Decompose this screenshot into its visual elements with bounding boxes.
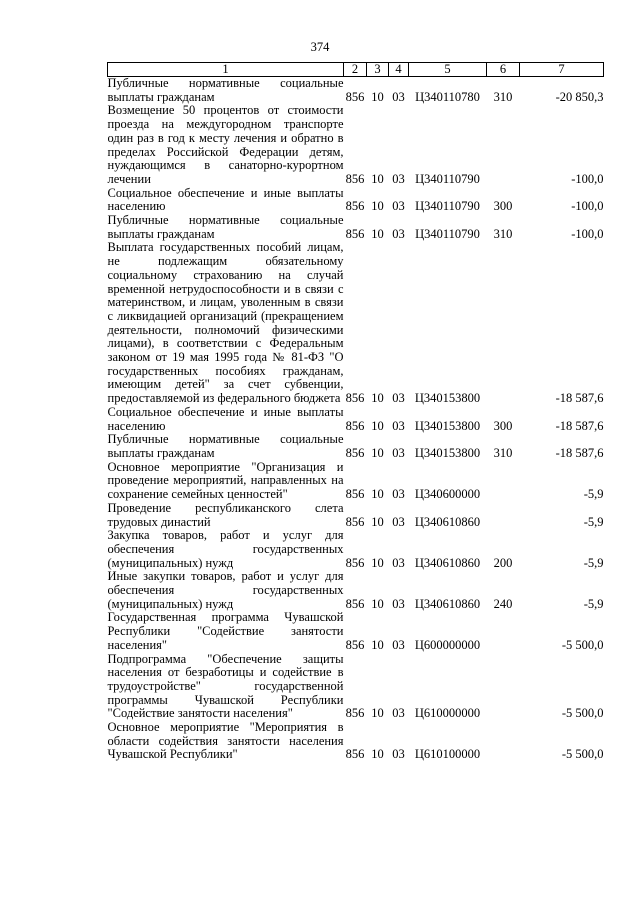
subsection-code: 03 [392, 747, 405, 762]
target-article-code: Ц340110790 [415, 171, 480, 186]
expense-type-code [487, 502, 520, 529]
target-article-code: Ц340153800 [414, 445, 481, 460]
table-header-row [108, 63, 604, 77]
page-number: 374 [310, 40, 330, 54]
section-code: 10 [371, 199, 384, 214]
row-description: Публичные нормативные социальные выплаты гражданам [107, 76, 344, 104]
row-description: Социальное обеспечение и иные выплаты населению [107, 185, 344, 214]
table-row [108, 241, 604, 405]
amount: -5 500,0 [561, 706, 604, 721]
subsection-code: 03 [392, 637, 405, 652]
table-row [108, 104, 604, 186]
header-cell: 6 [487, 63, 520, 77]
subsection-code: 03 [392, 171, 405, 186]
row-description: Возмещение 50 процентов от стоимости проезда на междугородном транспорте один раз в год к месту лечения и обратно в пределах Российской Федерации детям, нуждающимся в санаторно-курортном лечении [107, 103, 344, 186]
row-description: Основное мероприятие "Мероприятия в области содействия занятости населения Чувашской Республики" [107, 720, 344, 762]
expense-type-code [487, 611, 520, 652]
target-article-code: Ц610000000 [414, 706, 481, 721]
expense-type-code: 310 [493, 445, 513, 460]
table-row [108, 77, 604, 105]
section-code: 10 [371, 706, 384, 721]
subsection-code: 03 [392, 391, 405, 406]
section-code: 10 [371, 418, 384, 433]
row-description: Выплата государственных пособий лицам, не подлежащим обязательному социальному страхованию на случай временной нетрудоспособности и в связи с материнством, и лицам, уволенным в связи с ликвидацией организаций (прекращением деятельности, полномочий физическими лицами), в соответствии с Федеральным законом от 19 мая 1995 года № 81-ФЗ "О государственных пособиях гражданам, имеющим детей" за счет субвенции, предоставляемой из федерального бюджета [107, 240, 344, 406]
header-cell: 7 [520, 63, 604, 77]
expense-type-code [487, 721, 520, 762]
table-row [108, 529, 604, 570]
amount: -18 587,6 [555, 391, 604, 406]
section-code: 10 [371, 89, 384, 104]
header-cell: 4 [389, 63, 409, 77]
row-description: Подпрограмма "Обеспечение защиты населения от безработицы и содействие в трудоустройстве" государственной программы Чувашской Республики "Содействие занятости населения" [107, 651, 344, 721]
section-code: 10 [371, 445, 384, 460]
expense-type-code: 300 [493, 199, 513, 214]
expense-type-code: 240 [493, 596, 513, 611]
expense-type-code [487, 653, 520, 722]
expense-type-code [487, 241, 520, 405]
ministry-code: 856 [345, 596, 365, 611]
target-article-code: Ц340600000 [414, 487, 481, 502]
amount: -5,9 [583, 555, 604, 570]
ministry-code: 856 [345, 199, 365, 214]
target-article-code: Ц340110790 [415, 199, 480, 214]
amount: -18 587,6 [555, 445, 604, 460]
section-code: 10 [371, 514, 384, 529]
expense-type-code [487, 104, 520, 186]
ministry-code: 856 [345, 391, 365, 406]
table-row [108, 214, 604, 241]
amount: -5,9 [583, 487, 604, 502]
target-article-code: Ц340610860 [414, 596, 481, 611]
ministry-code: 856 [345, 171, 365, 186]
table-row [108, 721, 604, 762]
table-row [108, 611, 604, 652]
amount: -5,9 [583, 596, 604, 611]
row-description: Государственная программа Чувашской Республики "Содействие занятости населения" [107, 610, 344, 652]
amount: -20 850,3 [555, 89, 604, 104]
section-code: 10 [371, 391, 384, 406]
table-row [108, 187, 604, 214]
amount: -5,9 [583, 514, 604, 529]
target-article-code: Ц340610860 [414, 555, 481, 570]
subsection-code: 03 [392, 487, 405, 502]
amount: -5 500,0 [561, 637, 604, 652]
expense-type-code [487, 461, 520, 502]
ministry-code: 856 [345, 514, 365, 529]
subsection-code: 03 [392, 514, 405, 529]
row-description: Закупка товаров, работ и услуг для обеспечения государственных (муниципальных) нужд [107, 528, 344, 570]
ministry-code: 856 [345, 89, 365, 104]
section-code: 10 [371, 596, 384, 611]
section-code: 10 [371, 555, 384, 570]
subsection-code: 03 [392, 706, 405, 721]
target-article-code: Ц600000000 [414, 637, 481, 652]
budget-table [107, 62, 604, 762]
header-cell: 2 [344, 63, 367, 77]
expense-type-code: 200 [493, 555, 513, 570]
amount: -5 500,0 [561, 747, 604, 762]
expense-type-code: 310 [493, 226, 513, 241]
expense-type-code: 300 [493, 418, 513, 433]
ministry-code: 856 [345, 747, 365, 762]
target-article-code: Ц340110790 [415, 226, 480, 241]
section-code: 10 [371, 747, 384, 762]
target-article-code: Ц340153800 [414, 418, 481, 433]
ministry-code: 856 [345, 226, 365, 241]
table-row [108, 433, 604, 460]
subsection-code: 03 [392, 226, 405, 241]
table-row [108, 406, 604, 433]
header-cell: 5 [409, 63, 487, 77]
ministry-code: 856 [345, 418, 365, 433]
amount: -18 587,6 [555, 418, 604, 433]
section-code: 10 [371, 171, 384, 186]
ministry-code: 856 [345, 445, 365, 460]
row-description: Проведение республиканского слета трудовых династий [107, 500, 344, 529]
row-description: Иные закупки товаров, работ и услуг для обеспечения государственных (муниципальных) нужд [107, 569, 344, 611]
section-code: 10 [371, 637, 384, 652]
amount: -100,0 [571, 199, 604, 214]
ministry-code: 856 [345, 706, 365, 721]
subsection-code: 03 [392, 596, 405, 611]
row-description: Публичные нормативные социальные выплаты гражданам [107, 213, 344, 241]
table-row [108, 461, 604, 502]
table-row [108, 653, 604, 722]
subsection-code: 03 [392, 445, 405, 460]
header-cell: 1 [108, 63, 344, 77]
subsection-code: 03 [392, 418, 405, 433]
subsection-code: 03 [392, 555, 405, 570]
row-description: Основное мероприятие "Организация и проведение мероприятий, направленных на сохранение семейных ценностей" [107, 459, 344, 502]
subsection-code: 03 [392, 199, 405, 214]
header-cell: 3 [367, 63, 389, 77]
table-row [108, 502, 604, 529]
ministry-code: 856 [345, 487, 365, 502]
section-code: 10 [371, 487, 384, 502]
target-article-code: Ц340610860 [414, 514, 481, 529]
row-description: Публичные нормативные социальные выплаты гражданам [107, 432, 344, 460]
amount: -100,0 [571, 171, 604, 186]
row-description: Социальное обеспечение и иные выплаты населению [107, 404, 344, 433]
target-article-code: Ц610100000 [414, 747, 481, 762]
subsection-code: 03 [392, 89, 405, 104]
ministry-code: 856 [345, 637, 365, 652]
section-code: 10 [371, 226, 384, 241]
target-article-code: Ц340153800 [414, 391, 481, 406]
table-row [108, 570, 604, 611]
ministry-code: 856 [345, 555, 365, 570]
target-article-code: Ц340110780 [415, 89, 480, 104]
expense-type-code: 310 [493, 89, 513, 104]
amount: -100,0 [571, 226, 604, 241]
